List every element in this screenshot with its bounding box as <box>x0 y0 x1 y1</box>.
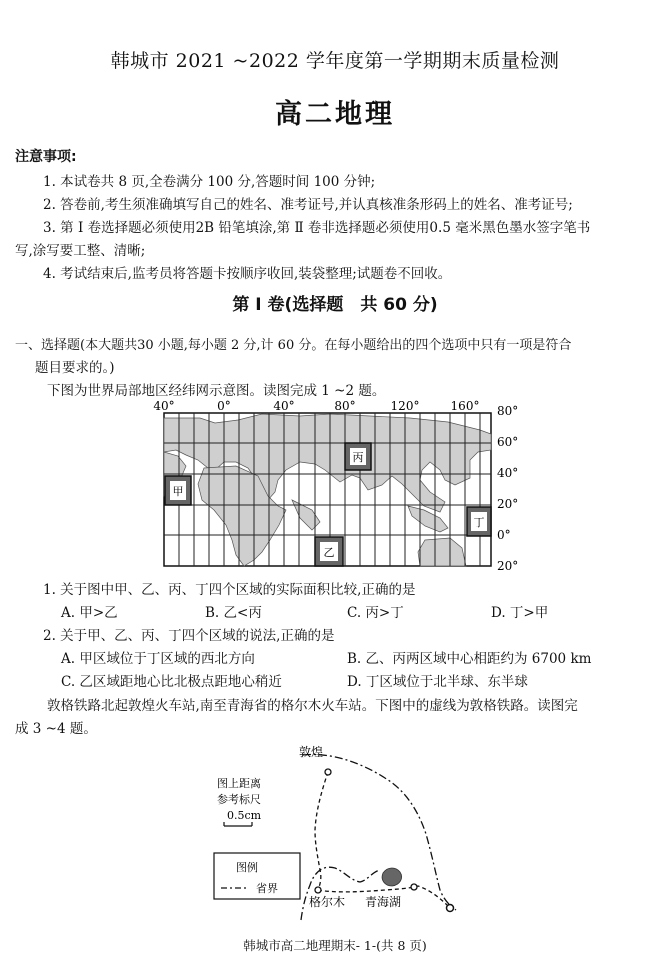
question-1-option-b: B. 乙<丙 <box>205 605 262 621</box>
exam-title: 韩城市 2021 ~2022 学年度第一学期期末质量检测 <box>110 50 560 72</box>
notice-item-2: 2. 答卷前,考生须准确填写自己的姓名、准考证号,并认真核准条形码上的姓名、准考证号; <box>43 197 573 213</box>
section-title: 第 Ⅰ 卷(选择题 共 60 分) <box>232 295 438 315</box>
scale-value: 0.5cm <box>227 809 262 822</box>
region-label-ding: 丁 <box>473 516 485 529</box>
label-dunhuang: 敦煌 <box>299 745 324 759</box>
province-border-south <box>301 867 380 920</box>
map-intro: 下图为世界局部地区经纬网示意图。读图完成 1 ~2 题。 <box>47 383 386 399</box>
lon-label: 0° <box>217 399 231 413</box>
lon-label: 160° <box>450 399 480 413</box>
question-2-option-a: A. 甲区域位于丁区域的西北方向 <box>61 651 255 667</box>
lat-label: 0° <box>497 528 511 542</box>
question-1-option-c: C. 丙>丁 <box>347 605 404 621</box>
notice-item-3: 3. 第 Ⅰ 卷选择题必须使用2B 铅笔填涂,第 Ⅱ 卷非选择题必须使用0.5 毫米黑色墨水签字笔书 <box>43 220 591 236</box>
railway-intro-cont: 成 3 ~4 题。 <box>15 721 97 737</box>
lat-label: 20° <box>497 559 519 573</box>
part1-intro: 一、选择题(本大题共30 小题,每小题 2 分,计 60 分。在每小题给出的四个选项中只有一项是符合 <box>15 338 572 353</box>
question-1-option-a: A. 甲>乙 <box>61 605 118 621</box>
question-2-option-d: D. 丁区域位于北半球、东半球 <box>347 674 528 690</box>
lanzhou-station <box>447 905 454 912</box>
question-1-stem: 1. 关于图中甲、乙、丙、丁四个区域的实际面积比较,正确的是 <box>43 582 416 598</box>
region-label-bing: 丙 <box>352 451 364 464</box>
railway-intro: 敦格铁路北起敦煌火车站,南至青海省的格尔木火车站。下图中的虚线为敦格铁路。读图完 <box>47 698 578 714</box>
lon-label: 40° <box>153 399 175 413</box>
qinghai-lake <box>382 868 401 886</box>
lon-label: 80° <box>334 399 356 413</box>
legend-title: 图例 <box>236 861 258 874</box>
lat-label: 60° <box>497 435 519 449</box>
notice-heading: 注意事项: <box>15 149 77 165</box>
lon-label: 120° <box>390 399 420 413</box>
province-border <box>303 754 456 910</box>
question-2-option-b: B. 乙、丙两区域中心相距约为 6700 km <box>347 651 592 667</box>
notice-item-4: 4. 考试结束后,监考员将答题卡按顺序收回,装袋整理;试题卷不回收。 <box>43 266 452 282</box>
label-geermu: 格尔木 <box>309 895 346 909</box>
legend-item-province: 省界 <box>256 882 278 895</box>
xining-station <box>411 884 417 890</box>
scale-bar <box>224 822 252 826</box>
scale-label-line1: 图上距离 <box>217 777 261 790</box>
lat-label: 40° <box>497 466 519 480</box>
lat-label: 20° <box>497 497 519 511</box>
question-2-option-c: C. 乙区域距地心比北极点距地心稍近 <box>61 674 282 690</box>
subject-title: 高二地理 <box>275 99 395 130</box>
notice-item-1: 1. 本试卷共 8 页,全卷满分 100 分,答题时间 100 分钟; <box>43 174 376 190</box>
lat-label: 80° <box>497 404 519 418</box>
question-1-option-d: D. 丁>甲 <box>491 605 549 621</box>
region-label-yi: 乙 <box>323 546 335 559</box>
lon-label: 40° <box>273 399 295 413</box>
label-qinghai-lake: 青海湖 <box>365 895 402 909</box>
part1-intro-cont: 题目要求的。) <box>35 360 115 376</box>
scale-label-line2: 参考标尺 <box>217 793 261 806</box>
dunhuang-station <box>325 769 331 775</box>
geermu-station <box>315 887 321 893</box>
notice-item-3-cont: 写,涂写要工整、清晰; <box>15 243 146 259</box>
page-footer: 韩城市高二地理期末- 1-(共 8 页) <box>243 938 427 953</box>
question-2-stem: 2. 关于甲、乙、丙、丁四个区域的说法,正确的是 <box>43 628 335 644</box>
region-label-jia: 甲 <box>172 485 184 498</box>
